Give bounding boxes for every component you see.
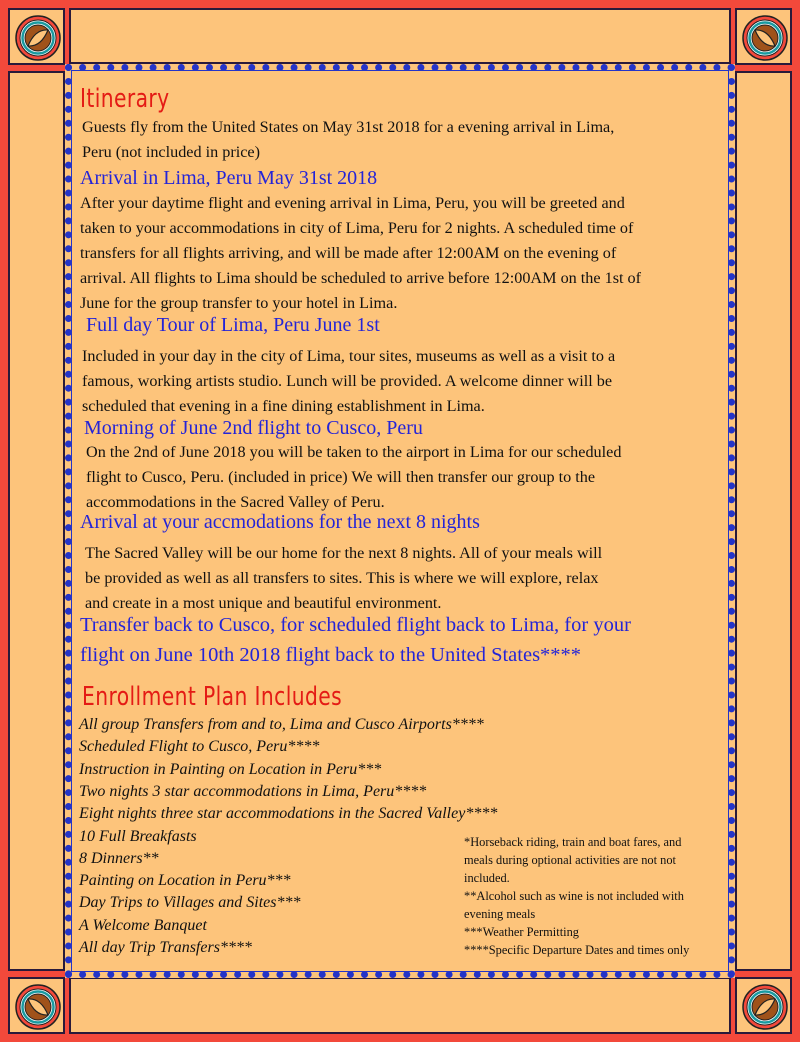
enrollment-item: All day Trip Transfers****: [79, 939, 252, 956]
footnote-line: evening meals: [464, 907, 536, 921]
itinerary-title: Itinerary: [80, 84, 170, 114]
section-line: and create in a most unique and beautiful environment.: [85, 594, 442, 612]
bottom-border-strip: [69, 977, 731, 1034]
corner-top-right: [735, 8, 792, 65]
enrollment-item: 8 Dinners**: [79, 850, 159, 867]
section-line: scheduled that evening in a fine dining establishment in Lima.: [82, 397, 485, 415]
footnote-line: included.: [464, 871, 510, 885]
circular-ornament-icon: [13, 982, 63, 1032]
section-line: arrival. All flights to Lima should be scheduled to arrive before 12:00AM on the 1st of: [80, 269, 642, 287]
transfer-back-line: Transfer back to Cusco, for scheduled flight back to Lima, for your: [80, 614, 631, 636]
section-heading-flight-cusco: Morning of June 2nd flight to Cusco, Peru: [84, 417, 423, 439]
enrollment-item: 10 Full Breakfasts: [79, 828, 197, 845]
corner-top-left: [8, 8, 65, 65]
enrollment-title: Enrollment Plan Includes: [82, 682, 343, 712]
section-line: The Sacred Valley will be our home for the next 8 nights. All of your meals will: [85, 544, 603, 562]
section-heading-sacred-valley: Arrival at your accmodations for the next 8 nights: [80, 511, 480, 533]
section-line: accommodations in the Sacred Valley of Peru.: [86, 493, 385, 511]
enrollment-item: Painting on Location in Peru***: [79, 872, 291, 889]
section-line: On the 2nd of June 2018 you will be taken to the airport in Lima for our scheduled: [86, 443, 622, 461]
section-heading-tour-lima: Full day Tour of Lima, Peru June 1st: [86, 314, 380, 336]
circular-ornament-icon: [740, 13, 790, 63]
intro-line: Guests fly from the United States on May 31st 2018 for a evening arrival in Lima,: [82, 118, 615, 136]
footnote-line: meals during optional activities are not not: [464, 853, 676, 867]
section-line: After your daytime flight and evening arrival in Lima, Peru, you will be greeted and: [80, 194, 625, 212]
section-line: transfers for all flights arriving, and will be made after 12:00AM on the evening of: [80, 244, 617, 262]
enrollment-item: Two nights 3 star accommodations in Lima, Peru****: [79, 783, 427, 800]
footnote-line: ****Specific Departure Dates and times only: [464, 943, 690, 957]
section-line: famous, working artists studio. Lunch will be provided. A welcome dinner will be: [82, 372, 613, 390]
enrollment-item: Instruction in Painting on Location in Peru***: [79, 761, 382, 778]
corner-bottom-right: [735, 977, 792, 1034]
left-border-strip: [8, 71, 65, 971]
intro-line: Peru (not included in price): [82, 143, 261, 161]
footnote-line: ***Weather Permitting: [464, 925, 579, 939]
enrollment-item: Day Trips to Villages and Sites***: [79, 894, 301, 911]
enrollment-item: Scheduled Flight to Cusco, Peru****: [79, 738, 320, 755]
top-border-strip: [69, 8, 731, 64]
enrollment-item: All group Transfers from and to, Lima and Cusco Airports****: [79, 716, 484, 733]
section-line: be provided as well as all transfers to sites. This is where we will explore, relax: [85, 569, 599, 587]
enrollment-item: Eight nights three star accommodations in the Sacred Valley****: [79, 805, 498, 822]
section-line: Included in your day in the city of Lima, tour sites, museums as well as a visit to a: [82, 347, 616, 365]
circular-ornament-icon: [740, 982, 790, 1032]
section-line: taken to your accommodations in city of Lima, Peru for 2 nights. A scheduled time of: [80, 219, 634, 237]
footnote-line: **Alcohol such as wine is not included with: [464, 889, 684, 903]
footnote-line: *Horseback riding, train and boat fares, and: [464, 835, 682, 849]
circular-ornament-icon: [13, 13, 63, 63]
section-line: June for the group transfer to your hotel in Lima.: [80, 294, 398, 312]
section-heading-arrival-lima: Arrival in Lima, Peru May 31st 2018: [80, 167, 378, 189]
section-line: flight to Cusco, Peru. (included in price) We will then transfer our group to the: [86, 468, 596, 486]
right-border-strip: [735, 71, 792, 971]
corner-bottom-left: [8, 977, 65, 1034]
enrollment-item: A Welcome Banquet: [79, 917, 207, 934]
transfer-back-line: flight on June 10th 2018 flight back to the United States****: [80, 644, 582, 666]
